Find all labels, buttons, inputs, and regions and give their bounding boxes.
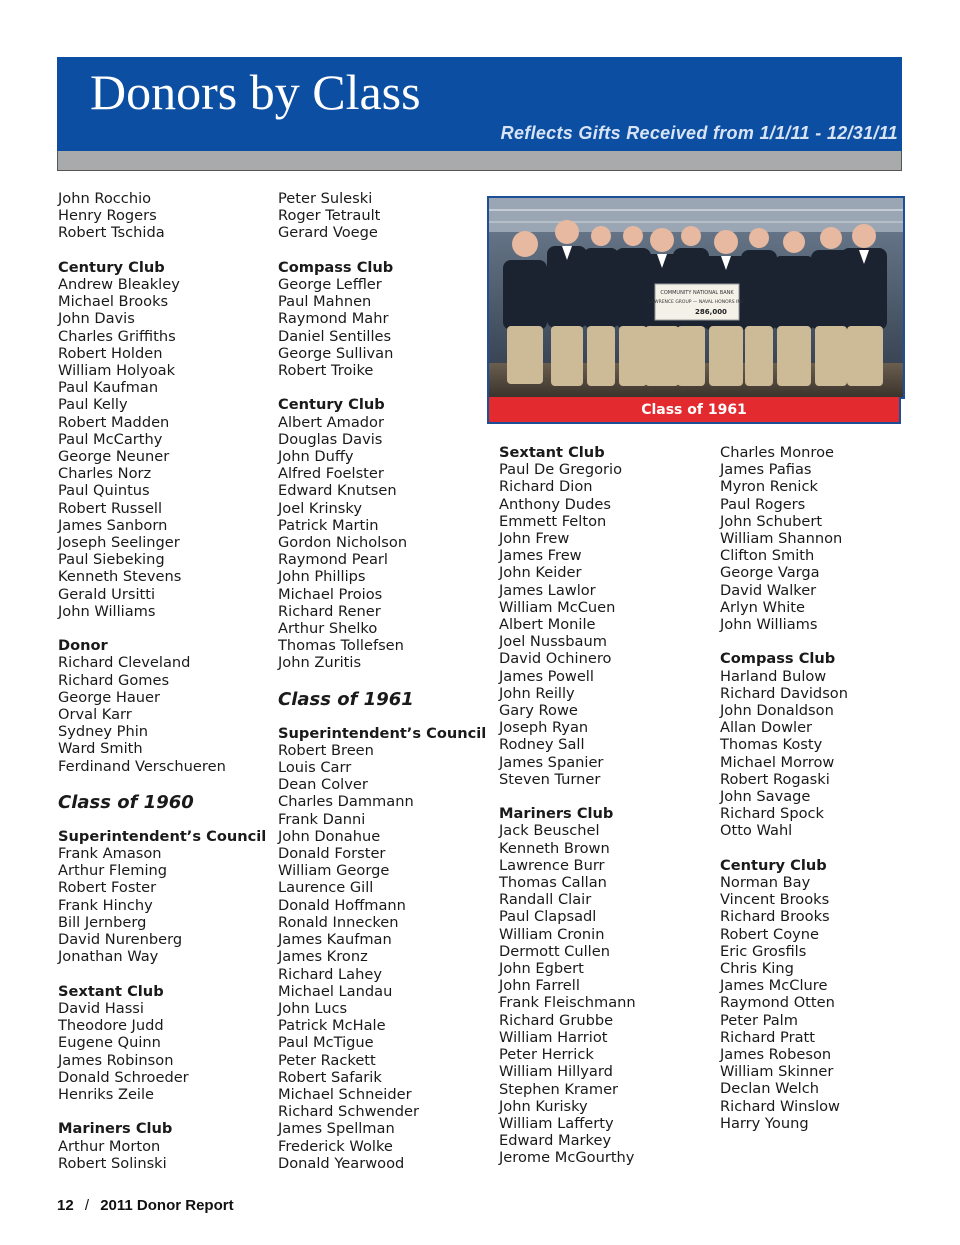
donor-name: John Savage [720,788,811,806]
donor-name: Norman Bay [720,874,811,892]
donor-name: Patrick McHale [278,1017,386,1035]
giving-level-title: Compass Club [720,650,836,668]
donor-name: Anthony Dudes [499,495,611,513]
giving-level-title: Century Club [278,396,385,414]
donor-name: Robert Tschida [58,224,165,242]
donor-name: Raymond Mahr [278,310,389,328]
donor-name: Michael Brooks [58,293,169,311]
donor-name: Charles Norz [58,465,152,483]
donor-name: David Hassi [58,999,144,1017]
donor-name: Jonathan Way [58,948,159,966]
donor-name: Charles Griffiths [58,327,176,345]
donor-name: Richard Gomes [58,671,170,689]
donor-name: Gerald Ursitti [58,585,156,603]
donor-name: James Spanier [499,753,604,771]
donor-name: Frank Danni [278,810,366,828]
donor-column-4 [720,444,848,1132]
donor-name: Robert Breen [278,741,374,759]
donor-name: Rodney Sall [499,736,585,754]
class-year-heading: Class of 1961 [278,688,414,710]
donor-name: John Frew [499,530,570,548]
donor-name: Chris King [720,960,794,978]
donor-name: Robert Foster [58,879,157,897]
donor-name: George Varga [720,564,820,582]
donor-name: Emmett Felton [499,512,607,530]
donor-name: Edward Knutsen [278,482,397,500]
donor-name: Steven Turner [499,770,601,788]
donor-name: Arthur Shelko [278,620,378,638]
donor-name: William Cronin [499,925,605,943]
donor-name: Gordon Nicholson [278,534,408,552]
check-payee: LAWRENCE GROUP — NAVAL HONORS INC. [648,300,746,305]
donor-name: Bill Jernberg [58,913,147,931]
donor-name: Richard Lahey [278,965,382,983]
donor-name: James McClure [720,977,828,995]
donor-name: Raymond Otten [720,994,835,1012]
donor-name: Paul Kelly [58,396,128,414]
donor-name: Henriks Zeile [58,1085,155,1103]
donor-name: Richard Davidson [720,684,848,702]
donor-column-2 [278,190,486,1172]
donor-name: Richard Brooks [720,908,830,926]
donor-column-1 [58,190,266,1172]
donor-name: John Rocchio [58,190,152,207]
donor-name: Robert Troike [278,362,374,380]
check-amount: 286,000 [695,308,727,316]
page-subtitle: Reflects Gifts Received from 1/1/11 - 12/31/11 [500,123,898,143]
donor-group [499,444,636,788]
donor-name: William Harriot [499,1028,608,1046]
donor-name: Ronald Innecken [278,913,399,931]
donor-name: Jack Beuschel [499,822,600,840]
donor-name: Albert Monile [499,616,596,634]
donor-name: John Donaldson [720,702,834,720]
giving-level-title: Century Club [58,258,165,276]
donor-name: Joel Nussbaum [499,633,607,651]
donor-name: Peter Suleski [278,190,373,207]
donor-name: Alfred Foelster [278,465,384,483]
donor-name: John Zuritis [278,654,362,672]
class-year-heading: Class of 1960 [58,791,194,813]
donor-name: John Egbert [499,960,584,978]
donor-name: Dermott Cullen [499,942,610,960]
giving-level-title: Sextant Club [499,444,605,461]
donor-name: Gary Rowe [499,702,578,720]
donor-name: Frank Fleischmann [499,994,636,1012]
donor-name: Frank Hinchy [58,896,153,914]
giving-level-title: Superintendent’s Council [58,827,267,845]
giving-level-title: Sextant Club [58,982,164,1000]
donor-name: John Phillips [278,568,366,586]
donor-name: John Donahue [278,827,381,845]
donor-name: John Williams [58,602,156,620]
donor-name: Douglas Davis [278,430,383,448]
donor-name: Michael Proios [278,585,383,603]
header-banner [57,57,902,151]
donor-name: Thomas Tollefsen [278,637,404,655]
donor-name: Roger Tetrault [278,207,381,225]
donor-name: Joseph Ryan [499,719,589,737]
donor-group [278,259,486,379]
donor-name: James Sanborn [58,516,168,534]
donor-name: Robert Russell [58,499,163,517]
donor-name: Orval Karr [58,706,132,724]
donor-name: Michael Morrow [720,753,835,771]
donor-name: William George [278,862,390,880]
donor-name: Raymond Pearl [278,551,388,569]
donor-name: Robert Solinski [58,1154,167,1172]
donor-name: Arlyn White [720,598,805,616]
donor-name: George Sullivan [278,344,394,362]
donor-name: Richard Cleveland [58,654,191,672]
donor-group [58,637,266,775]
class-photo [487,196,905,399]
donor-name: Thomas Kosty [720,736,823,754]
donor-group [278,725,486,1172]
donor-name: Kenneth Stevens [58,568,182,586]
donor-name: Laurence Gill [278,879,374,897]
donor-name: Henry Rogers [58,207,157,225]
giving-level-title: Mariners Club [58,1120,173,1138]
donor-name: William Skinner [720,1063,834,1081]
donor-name: Harland Bulow [720,667,827,685]
donor-name: James Powell [499,667,594,685]
donor-name: Patrick Martin [278,516,379,534]
donor-group [278,396,486,671]
donor-group [499,805,636,1166]
donor-name: Arthur Fleming [58,862,168,880]
header-divider-bar [57,151,902,171]
donor-group [58,828,266,966]
donor-name: George Hauer [58,688,160,706]
donor-name: John Schubert [720,512,823,530]
donor-name: William Shannon [720,530,843,548]
donor-column-3 [499,444,636,1167]
donor-name: Ferdinand Verschueren [58,757,226,775]
donor-name: Paul Rogers [720,495,806,513]
donor-name: William McCuen [499,598,616,616]
donor-name: Richard Rener [278,602,381,620]
donor-name: Richard Spock [720,805,824,823]
donor-name: Richard Dion [499,478,593,496]
donor-group [720,444,848,633]
donor-name: Ward Smith [58,740,143,758]
donor-name: Richard Pratt [720,1028,815,1046]
donor-group [58,983,266,1103]
donor-name: Andrew Bleakley [58,276,180,293]
donor-name: Louis Carr [278,759,352,777]
donor-name: Randall Clair [499,891,592,909]
donor-name: Robert Madden [58,413,170,431]
donor-name: Edward Markey [499,1132,612,1150]
donor-name: Kenneth Brown [499,839,610,857]
giving-level-title: Donor [58,637,108,655]
donor-name: John Williams [720,616,818,634]
donor-name: Frederick Wolke [278,1137,393,1155]
check-bank-name: COMMUNITY NATIONAL BANK [660,290,734,296]
donor-name: Robert Holden [58,344,163,362]
donor-name: Gerard Voege [278,224,378,242]
donor-name: Theodore Judd [58,1017,164,1035]
donor-name: James Pafias [720,461,812,479]
donor-name: Lawrence Burr [499,856,605,874]
donor-name: Robert Safarik [278,1068,382,1086]
donor-name: Donald Hoffmann [278,896,406,914]
donor-name: George Neuner [58,448,170,466]
donor-name: James Spellman [278,1120,395,1138]
donor-name: Thomas Callan [499,874,607,892]
ceremonial-check [649,284,746,320]
donor-group [278,190,486,242]
donor-name: Myron Renick [720,478,818,496]
donor-name: Harry Young [720,1114,809,1132]
donor-name: Robert Coyne [720,925,819,943]
donor-name: Paul Kaufman [58,379,159,397]
donor-name: David Ochinero [499,650,612,668]
donor-name: Declan Welch [720,1080,820,1098]
donor-name: James Kaufman [278,931,392,949]
donor-name: Joel Krinsky [278,499,362,517]
donor-name: Paul McTigue [278,1034,374,1052]
donor-name: George Leffler [278,276,382,293]
donor-group [58,259,266,620]
donor-name: Richard Grubbe [499,1011,614,1029]
donor-group [720,857,848,1132]
donor-name: John Kurisky [499,1097,588,1115]
donor-name: John Farrell [499,977,580,995]
report-name: 2011 Donor Report [100,1197,234,1214]
donor-name: Stephen Kramer [499,1080,619,1098]
donor-name: Charles Monroe [720,444,835,461]
donor-name: William Lafferty [499,1114,614,1132]
donor-name: Clifton Smith [720,547,815,565]
donor-name: Michael Schneider [278,1085,412,1103]
donor-name: Paul Clapsadl [499,908,597,926]
donor-name: James Lawlor [499,581,596,599]
page-footer [57,1197,234,1214]
donor-name: Richard Schwender [278,1103,419,1121]
footer-separator: / [84,1197,90,1214]
donor-name: Donald Yearwood [278,1154,405,1172]
donor-name: Eugene Quinn [58,1034,161,1052]
donor-name: Donald Schroeder [58,1068,189,1086]
donor-name: John Reilly [499,684,575,702]
donor-name: Robert Rogaski [720,770,830,788]
giving-level-title: Mariners Club [499,805,614,823]
donor-group [58,1120,266,1172]
donor-name: James Robeson [720,1046,832,1064]
donor-name: James Frew [499,547,582,565]
donor-group [720,650,848,839]
donor-name: Eric Grosfils [720,942,807,960]
donor-name: Jerome McGourthy [499,1149,635,1167]
donor-name: Peter Rackett [278,1051,376,1069]
donor-name: Dean Colver [278,776,368,794]
donor-name: William Hillyard [499,1063,613,1081]
donor-name: Richard Winslow [720,1097,840,1115]
photo-caption: Class of 1961 [487,397,901,424]
donor-group [58,190,266,242]
donor-name: Otto Wahl [720,822,793,840]
donor-name: Donald Forster [278,845,386,863]
donor-name: Albert Amador [278,413,384,431]
giving-level-title: Superintendent’s Council [278,724,487,742]
giving-level-title: Compass Club [278,258,394,276]
giving-level-title: Century Club [720,856,827,874]
donor-name: James Robinson [58,1051,174,1069]
donor-name: Arthur Morton [58,1137,161,1155]
donor-name: Michael Landau [278,982,393,1000]
donor-name: Paul De Gregorio [499,461,623,479]
donor-name: John Davis [58,310,135,328]
donor-name: Paul Mahnen [278,293,372,311]
page-number: 12 [57,1197,74,1214]
donor-name: Frank Amason [58,845,162,863]
donor-name: Vincent Brooks [720,891,830,909]
page-title: Donors by Class [90,64,421,120]
donor-name: Peter Palm [720,1011,798,1029]
donor-name: William Holyoak [58,362,176,380]
donor-name: John Duffy [278,448,354,466]
donor-name: David Walker [720,581,817,599]
donor-name: Peter Herrick [499,1046,594,1064]
donor-name: Paul McCarthy [58,430,163,448]
donor-name: Joseph Seelinger [58,534,180,552]
donor-name: James Kronz [278,948,368,966]
donor-name: John Lucs [278,999,348,1017]
donor-name: Paul Siebeking [58,551,165,569]
donor-name: David Nurenberg [58,931,183,949]
donor-name: Paul Quintus [58,482,150,500]
donor-name: Allan Dowler [720,719,813,737]
donor-name: John Keider [499,564,582,582]
donor-name: Charles Dammann [278,793,414,811]
donor-name: Daniel Sentilles [278,327,392,345]
donor-name: Sydney Phin [58,723,149,741]
